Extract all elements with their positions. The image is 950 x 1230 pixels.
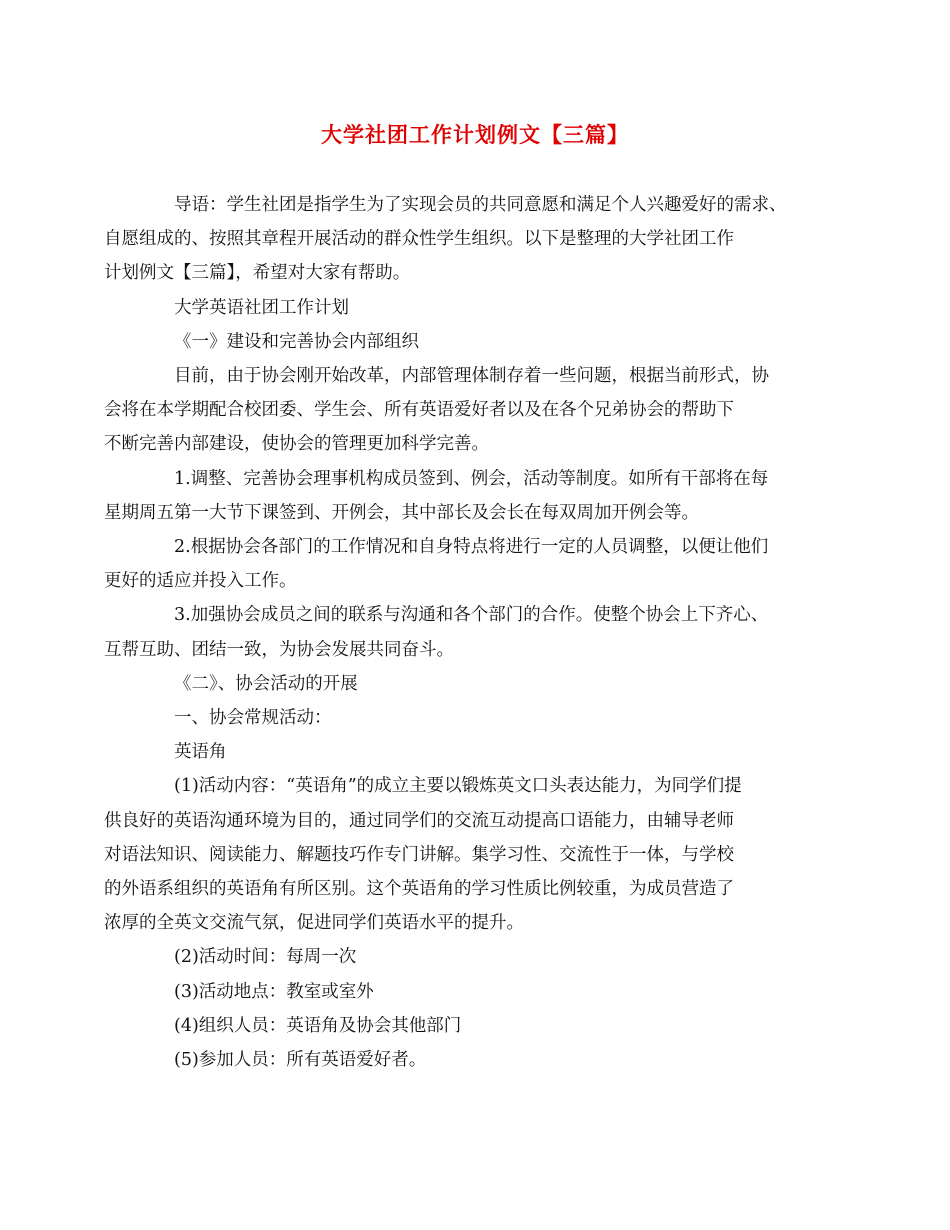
paragraph xyxy=(139,1009,829,1043)
text-line: 更好的适应并投入工作。 xyxy=(104,571,297,592)
text-line: 会将在本学期配合校团委、学生会、所有英语爱好者以及在各个兄弟协会的帮助下 xyxy=(104,400,734,421)
text-line: 2.根据协会各部门的工作情况和自身特点将进行一定的人员调整，以便让他们 xyxy=(174,537,769,558)
paragraph xyxy=(139,291,829,325)
text-line: 自愿组成的、按照其章程开展活动的群众性学生组织。以下是整理的大学社团工作 xyxy=(104,229,734,250)
text-line: 《二》、协会活动的开展 xyxy=(174,673,358,694)
text-line: 供良好的英语沟通环境为目的，通过同学们的交流互动提高口语能力，由辅导老师 xyxy=(104,810,734,831)
text-line: 导语：学生社团是指学生为了实现会员的共同意愿和满足个人兴趣爱好的需求、 xyxy=(174,195,787,215)
text-line: 互帮互助、团结一致，为协会发展共同奋斗。 xyxy=(104,639,454,660)
paragraph xyxy=(104,530,829,598)
text-line: 1.调整、完善协会理事机构成员签到、例会，活动等制度。如所有干部将在每 xyxy=(174,468,769,489)
text-line: (3)活动地点：教室或室外 xyxy=(174,981,374,1002)
text-line: 《一》建设和完善协会内部组织 xyxy=(174,331,419,352)
paragraph xyxy=(104,598,829,666)
document-title: 大学社团工作计划例文【三篇】 xyxy=(321,122,629,147)
paragraph xyxy=(139,667,829,701)
paragraph xyxy=(104,188,829,291)
text-line: 不断完善内部建设，使协会的管理更加科学完善。 xyxy=(104,434,489,455)
paragraph xyxy=(139,701,829,735)
paragraph xyxy=(104,359,829,462)
document-body xyxy=(104,188,829,1077)
text-line: 浓厚的全英文交流气氛，促进同学们英语水平的提升。 xyxy=(104,913,524,934)
text-line: 目前，由于协会刚开始改革，内部管理体制存着一些问题，根据当前形式，协 xyxy=(174,366,769,387)
paragraph xyxy=(139,975,829,1009)
text-line: 星期周五第一大节下课签到、开例会，其中部长及会长在每双周加开例会等。 xyxy=(104,502,699,523)
text-line: (1)活动内容：“英语角”的成立主要以锻炼英文口头表达能力，为同学们提 xyxy=(174,776,742,797)
text-line: 大学英语社团工作计划 xyxy=(174,297,349,318)
text-line: 计划例文【三篇】，希望对大家有帮助。 xyxy=(104,263,411,284)
text-line: 3.加强协会成员之间的联系与沟通和各个部门的合作。使整个协会上下齐心、 xyxy=(174,605,769,626)
text-line: 对语法知识、阅读能力、解题技巧作专门讲解。集学习性、交流性于一体，与学校 xyxy=(104,844,734,865)
text-line: (4)组织人员：英语角及协会其他部门 xyxy=(174,1015,462,1036)
text-line: 英语角 xyxy=(174,742,227,763)
text-line: 一、协会常规活动： xyxy=(174,708,332,729)
text-line: (2)活动时间：每周一次 xyxy=(174,947,357,968)
paragraph xyxy=(139,735,829,769)
paragraph xyxy=(139,325,829,359)
text-line: (5)参加人员：所有英语爱好者。 xyxy=(174,1050,427,1071)
paragraph xyxy=(139,940,829,974)
paragraph xyxy=(104,462,829,530)
text-line: 的外语系组织的英语角有所区别。这个英语角的学习性质比例较重，为成员营造了 xyxy=(104,879,734,900)
paragraph xyxy=(104,769,829,940)
paragraph xyxy=(139,1043,829,1077)
